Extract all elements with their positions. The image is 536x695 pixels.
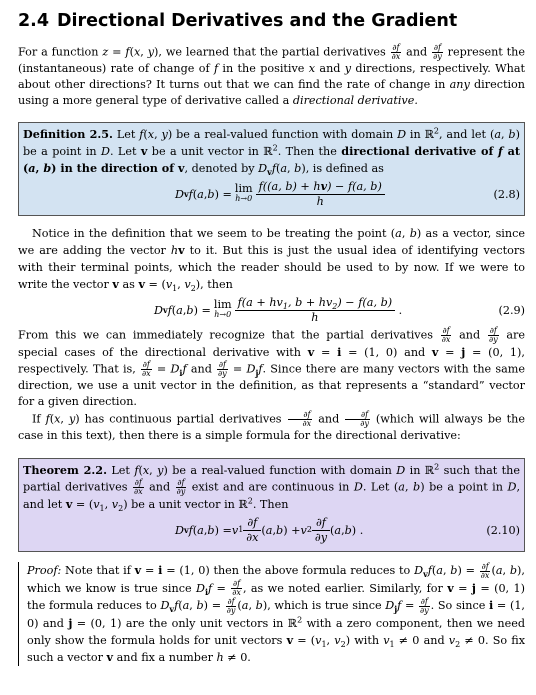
section-heading	[18, 10, 525, 32]
equation-tag: (2.8)	[493, 187, 520, 201]
proof-label: Proof:	[27, 564, 62, 578]
equation-2-10: D v f ( a , b ) = v 1 ∂f ∂x ( a , b ) + v 2 ∂f ∂y ( a , b ) . (2.10)	[175, 515, 520, 544]
special-cases-paragraph: From this we can immediately recognize that the partial derivatives $\frac{\partial f}{\partial x}$ and $\frac{\partial f}{\partial y}$ are special cases of the directional derivative with v = i = (1, 0) and v = j = (0, 1), respectively. That is, $\frac{\partial f}{\partial x}$ = $D_if$ and $\frac{\partial f}{\partial y}$ = $D_jf$. Since there are many vectors with the same direction, we use a unit vector in the definition, as that represents a “standard” vector for a given direction.	[18, 326, 525, 409]
theorem-text: Theorem 2.2. Let f(x, y) be a real-valued function with domain D in ℝ$^2$ such that the partial derivatives $\frac{\partial f}{\partial x}$ and $\frac{\partial f}{\partial y}$ exist and are continuous in D. Let (a, b) be a point in D, and let $v = (v_1$, $v_2$) be a unit vector in ℝ$^2$. Then	[23, 462, 521, 514]
definition-box	[18, 122, 525, 217]
intro-paragraph: For a function z = f(x, y), we learned that the partial derivatives $\frac{\partial f}{\partial x}$ and $\frac{\partial f}{\partial y}$ represent the (instantaneous) rate of change of f in the positive x and y directions, respectively. What about other directions? It turns out that we can find the rate of change in any direction using a more general type of derivative called a directional derivative.	[18, 43, 525, 108]
equation-2-9: D v f ( a , b ) = lim h→0 $f(a + hv_1$, $b + hv_2) - f(a$, b) h . (2.9)	[154, 295, 525, 324]
equation-2-8: D v f ( a , b ) = lim h→0 f((a, b) + hv) − f(a, b) h (2.8)	[175, 179, 520, 209]
equation-tag: (2.9)	[498, 303, 525, 317]
textbook-page	[18, 0, 525, 666]
equation-tag: (2.10)	[486, 523, 520, 537]
proof-text: Proof: Note that if v = i = (1, 0) then the above formula reduces to $D_vf(a$, b) = $\frac{\partial f}{\partial x}$ (a, b), which we know is true since $D_if$ = $\frac{\partial f}{\partial x}$ , as we noted earlier. Similarly, for v = j = (0, 1) the formula reduces to $D_vf(a$, b) = $\frac{\partial f}{\partial y}$ (a, b), which is true since $D_jf$ = $\frac{\partial f}{\partial y}$ . So since i = (1, 0) and j = (0, 1) are the only unit vectors in ℝ$^2$ with a zero component, then we need only show the formula holds for unit vectors $v = (v_1$, $v_2$) with $v_1 \ne 0$ and $v_2 \ne 0$. So fix such a vector v and fix a number h ≠ 0.	[27, 561, 526, 665]
theorem-label: Theorem 2.2.	[23, 462, 107, 477]
section-number: 2.4	[18, 11, 50, 31]
theorem-box	[18, 458, 525, 552]
section-title: Directional Derivatives and the Gradient	[57, 11, 458, 31]
proof-block	[18, 562, 525, 666]
continuous-partials-paragraph: If f(x, y) has continuous partial derivatives $\frac{\partial f}{\partial x}$ and $\frac{\partial f}{\partial y}$ (which will always be the case in this text), then there is a simple formula for the directional derivative:	[18, 409, 525, 442]
definition-label: Definition 2.5.	[23, 126, 113, 141]
definition-text: Definition 2.5. Let f(x, y) be a real-valued function with domain D in ℝ$^2$, and let (a, b) be a point in D. Let v be a unit vector in ℝ$^2$. Then the directional derivative of f at (a, b) in the direction of v, denoted by $D_vf(a$, b), is defined as	[23, 125, 521, 178]
notice-paragraph: Notice in the definition that we seem to be treating the point (a, b) as a vector, since we are adding the vector hv to it. But this is just the usual idea of identifying vectors with their terminal points, which the reader should be used to by now. If we were to write the vector v as $v = (v_1$, $v_2$), then	[18, 227, 525, 294]
